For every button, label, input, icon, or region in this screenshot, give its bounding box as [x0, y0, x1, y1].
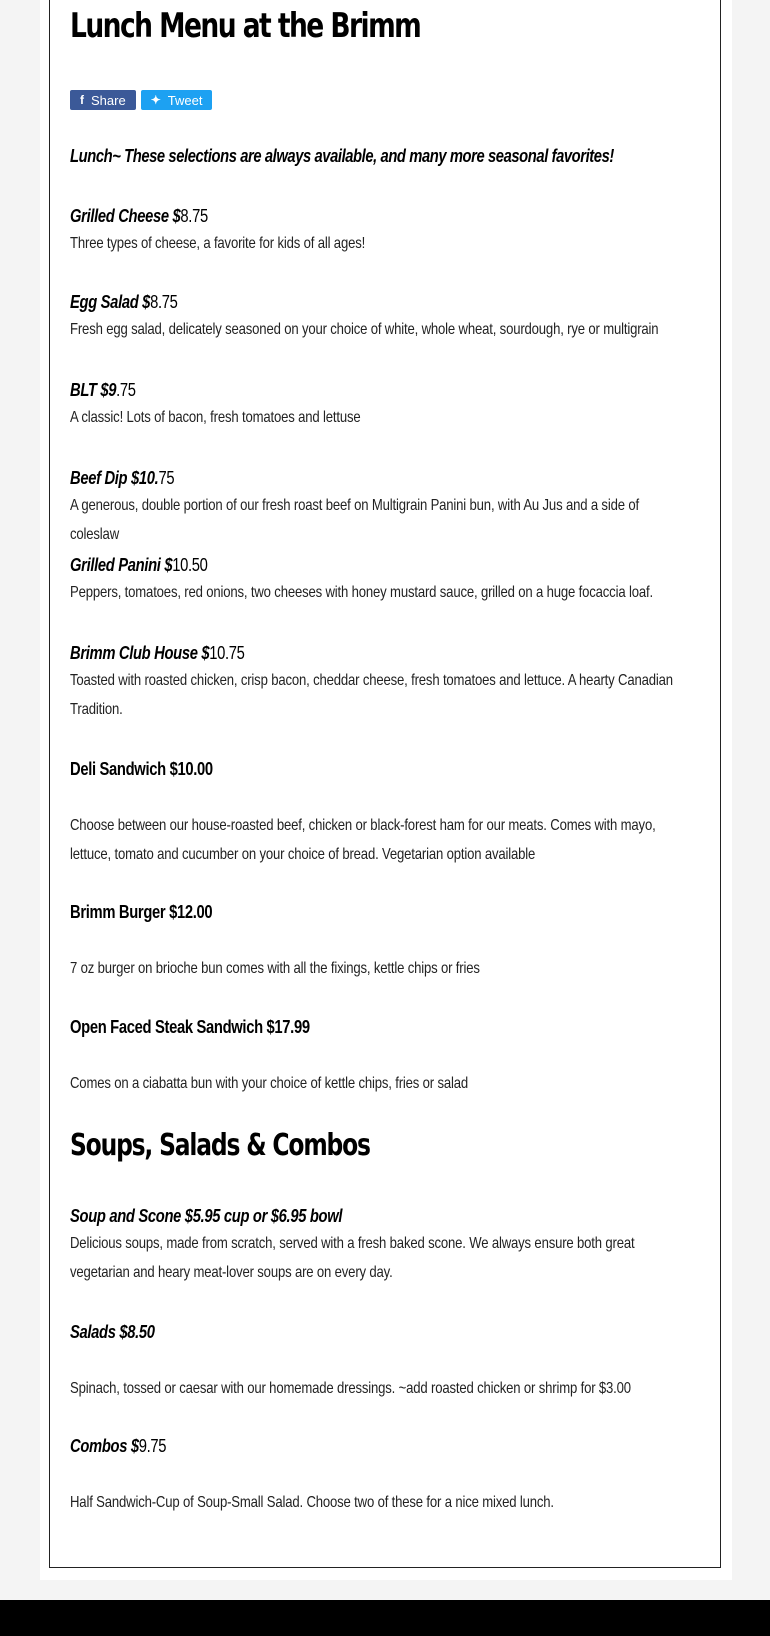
item-price: 10.75 — [209, 643, 245, 663]
item-description: A generous, double portion of our fresh roast beef on Multigrain Panini bun, with Au Jus and a side of coleslaw — [70, 497, 639, 543]
item-name: Salads $8.50 — [70, 1322, 155, 1342]
item-description: A classic! Lots of bacon, fresh tomatoes and lettuse — [70, 409, 361, 426]
item-price: 8.75 — [150, 292, 178, 312]
item-name: Combos $ — [70, 1436, 139, 1456]
menu-item — [70, 1436, 690, 1517]
item-name: Beef Dip $10. — [70, 468, 159, 488]
menu-item — [70, 380, 690, 432]
menu-item — [70, 1322, 690, 1403]
item-price: $12.00 — [169, 902, 213, 922]
footer-bar — [0, 1600, 770, 1636]
item-description: Spinach, tossed or caesar with our homemade dressings. ~add roasted chicken or shrimp for $3.00 — [70, 1380, 631, 1397]
tweet-label: Tweet — [167, 92, 203, 108]
item-description: Half Sandwich-Cup of Soup-Small Salad. Choose two of these for a nice mixed lunch. — [70, 1494, 554, 1511]
item-description: Delicious soups, made from scratch, served with a fresh baked scone. We always ensure both great vegetarian and heary meat-lover soups are on every day. — [70, 1235, 635, 1281]
share-buttons — [70, 90, 212, 110]
menu-item — [70, 206, 690, 258]
menu-item — [70, 555, 690, 607]
item-price: 10.50 — [172, 555, 208, 575]
item-description: Comes on a ciabatta bun with your choice of kettle chips, fries or salad — [70, 1075, 469, 1092]
item-name: Brimm Club House $ — [70, 643, 210, 663]
item-name: Soup and Scone $5.95 cup or $6.95 bowl — [70, 1206, 343, 1226]
soups-heading: Soups, Salads & Combos — [70, 1128, 370, 1163]
item-name: Grilled Cheese $ — [70, 206, 181, 226]
item-price: $10.00 — [169, 759, 213, 779]
item-name: BLT $9 — [70, 380, 117, 400]
item-description: Peppers, tomatoes, red onions, two cheeses with honey mustard sauce, grilled on a huge focaccia loaf. — [70, 584, 653, 601]
menu-item — [70, 902, 690, 983]
tweet-button[interactable] — [141, 90, 213, 110]
menu-item — [70, 1206, 690, 1287]
item-name: Brimm Burger — [70, 902, 170, 922]
item-name: Egg Salad $ — [70, 292, 151, 312]
item-name: Grilled Panini $ — [70, 555, 173, 575]
item-name: Open Faced Steak Sandwich — [70, 1017, 267, 1037]
item-description: Fresh egg salad, delicately seasoned on your choice of white, whole wheat, sourdough, rye or multigrain — [70, 321, 659, 338]
item-description: Toasted with roasted chicken, crisp bacon, cheddar cheese, fresh tomatoes and lettuce. A hearty Canadian Tradition. — [70, 672, 673, 718]
share-label: Share — [91, 92, 126, 108]
menu-item — [70, 468, 690, 549]
menu-item — [70, 759, 690, 869]
item-price: $17.99 — [266, 1017, 310, 1037]
facebook-share-button[interactable] — [70, 90, 136, 110]
lunch-intro: Lunch~ These selections are always available, and many more seasonal favorites! — [70, 146, 614, 166]
menu-item — [70, 643, 690, 724]
item-description: 7 oz burger on brioche bun comes with all the fixings, kettle chips or fries — [70, 960, 480, 977]
facebook-icon: f — [80, 93, 84, 107]
twitter-icon: ✦ — [150, 93, 161, 107]
item-price: 75 — [158, 468, 175, 488]
item-price: 9.75 — [138, 1436, 167, 1456]
item-name: Deli Sandwich — [70, 759, 170, 779]
item-description: Choose between our house-roasted beef, chicken or black-forest ham for our meats. Comes with mayo, lettuce, tomato and cucumber on your choice of bread. Vegetarian option available — [70, 817, 656, 863]
menu-item — [70, 1017, 690, 1098]
item-description: Three types of cheese, a favorite for kids of all ages! — [70, 235, 366, 252]
menu-item — [70, 292, 690, 344]
page-title: Lunch Menu at the Brimm — [70, 6, 421, 46]
item-price: .75 — [116, 380, 136, 400]
item-price: 8.75 — [180, 206, 208, 226]
